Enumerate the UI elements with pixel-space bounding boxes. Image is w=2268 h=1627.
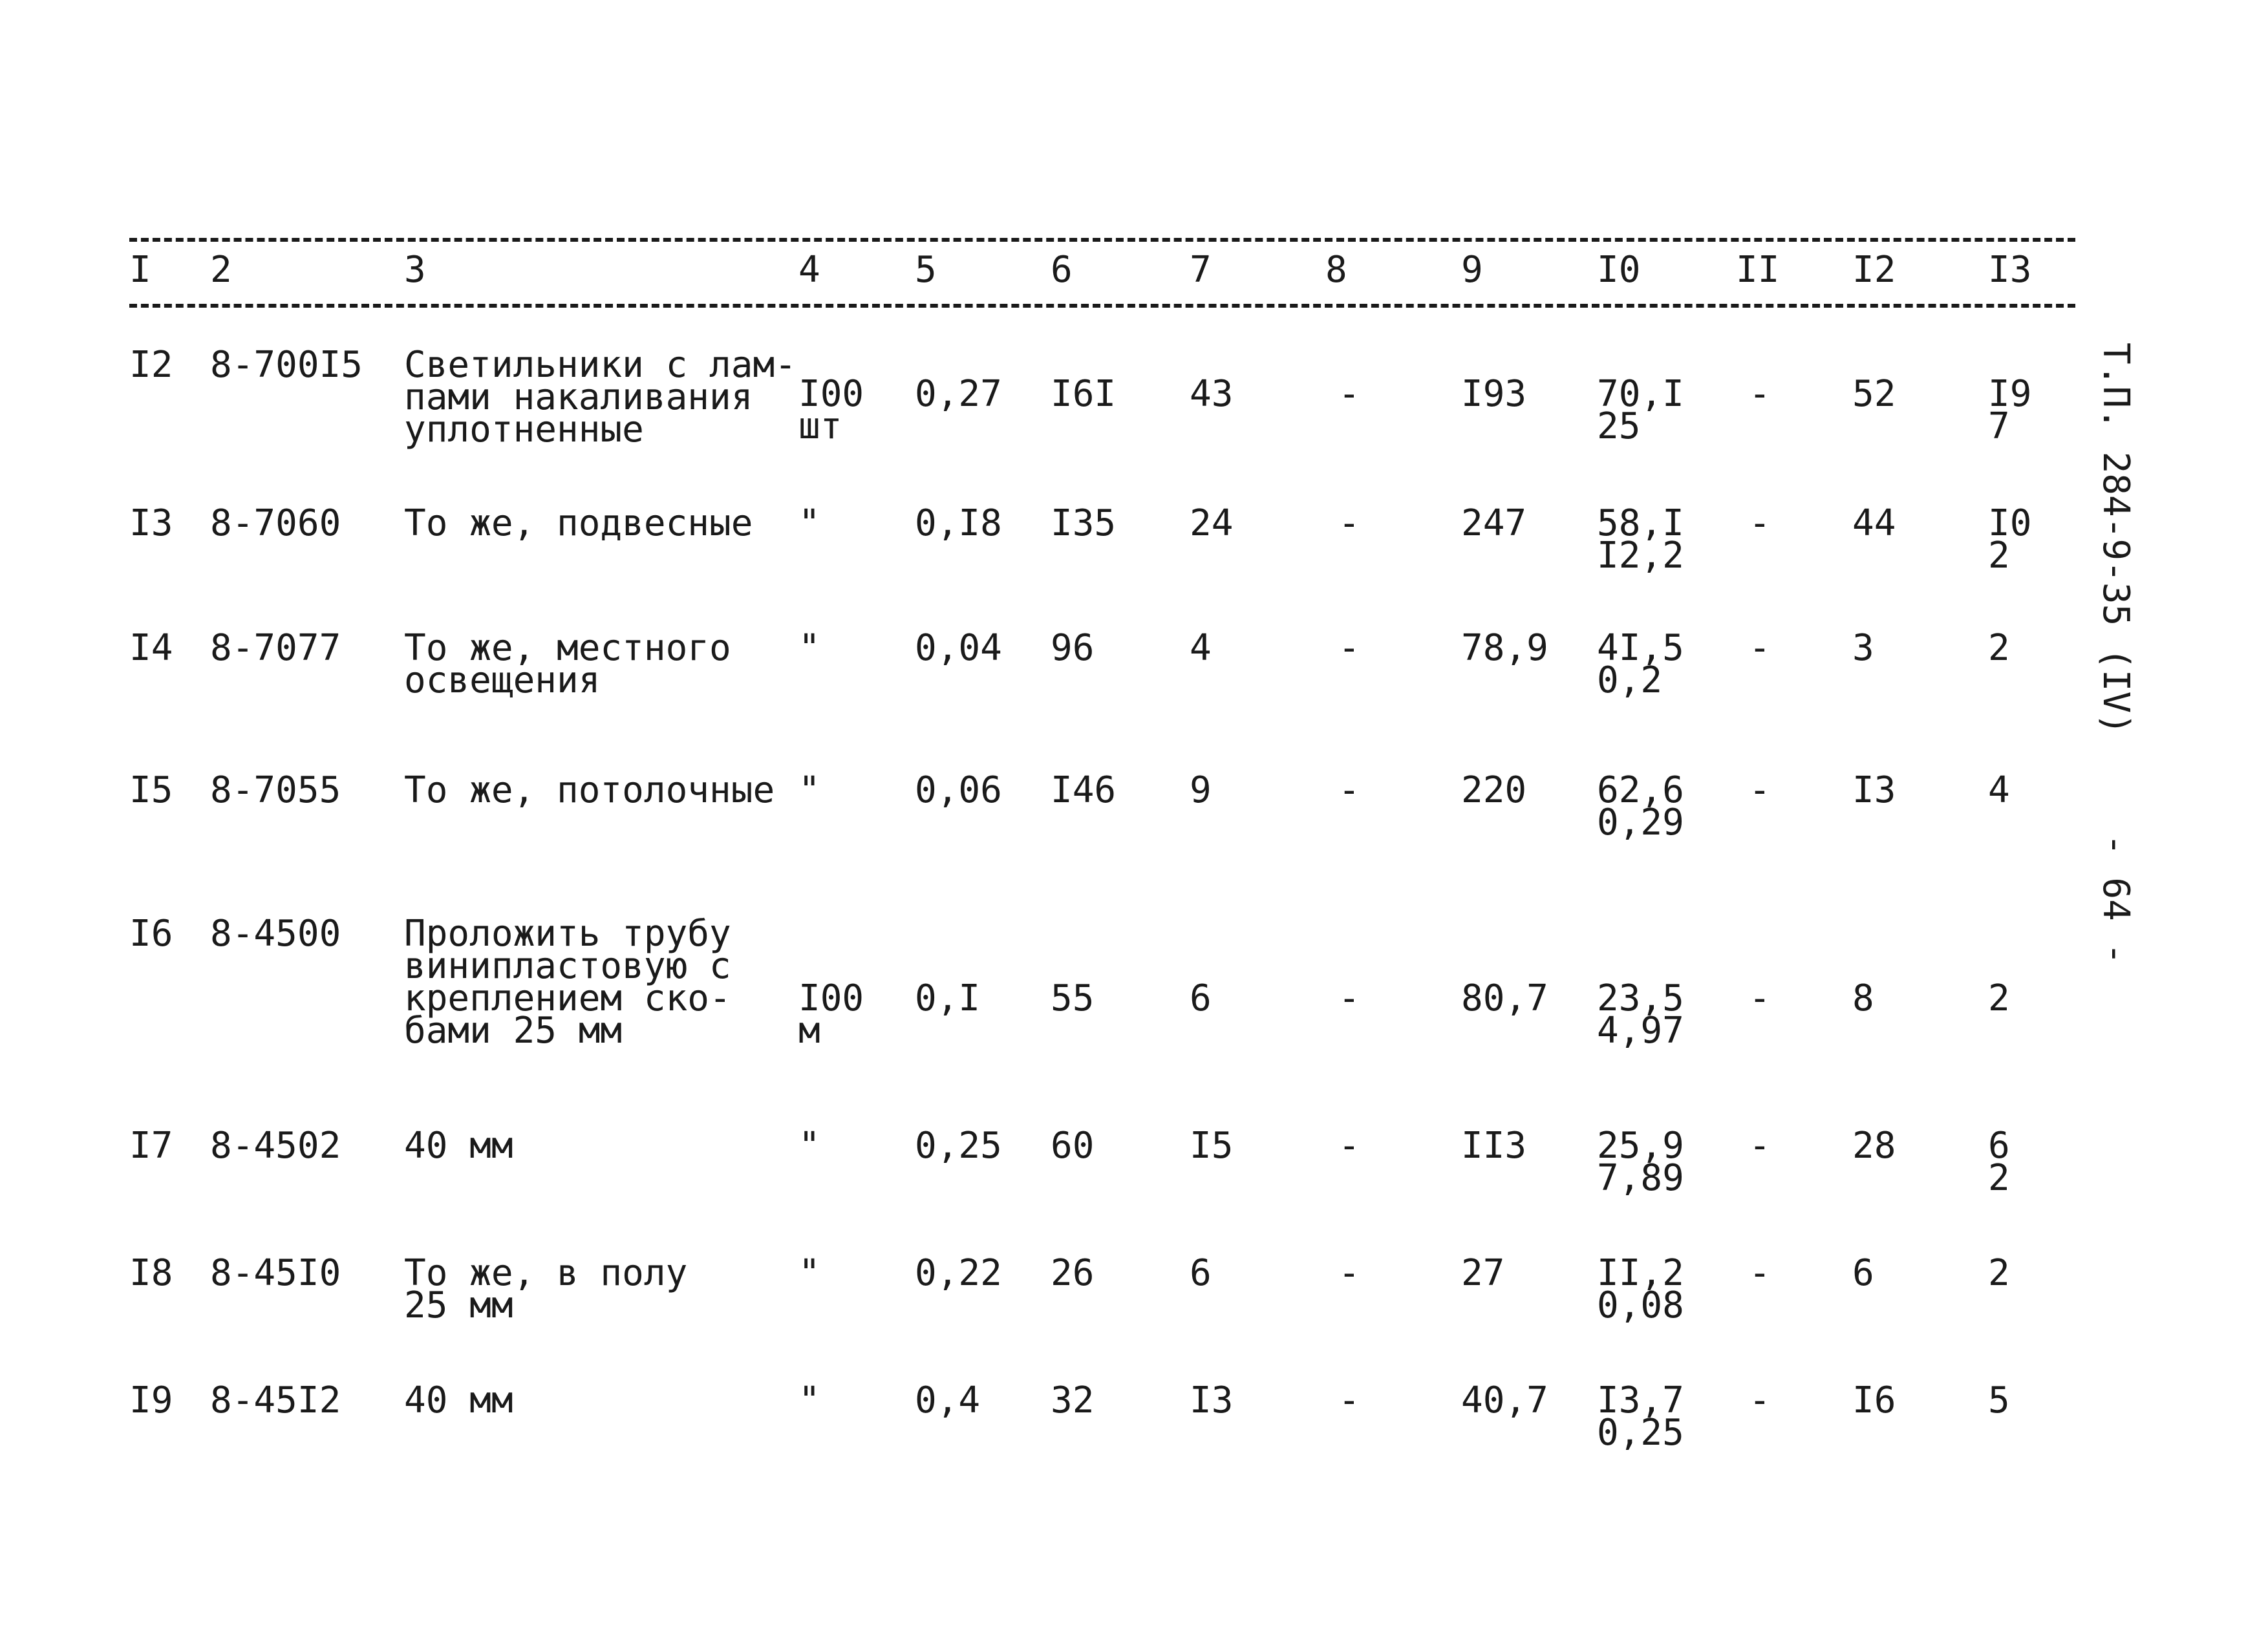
row-col7: 9 <box>1190 769 1212 811</box>
row-col12: 6 <box>1852 1252 1874 1294</box>
row-col12: I3 <box>1852 769 1896 811</box>
row-unit <box>798 769 820 811</box>
row-col10 <box>1597 1379 1684 1454</box>
row-col7: 4 <box>1190 627 1212 669</box>
row-col12: 52 <box>1852 373 1896 415</box>
header-col-13: I3 <box>1988 249 2032 291</box>
row-col6: I6I <box>1051 373 1117 415</box>
row-col7: I5 <box>1190 1125 1234 1167</box>
row-description-line: 25 мм <box>404 1284 513 1326</box>
row-description-line: То же, местного <box>404 627 731 669</box>
row-col9: II3 <box>1461 1125 1527 1167</box>
row-col9: 27 <box>1461 1252 1505 1294</box>
row-col8: - <box>1338 1379 1360 1421</box>
row-col10-line: 25,9 <box>1597 1125 1684 1167</box>
row-description <box>404 344 797 451</box>
row-col11: - <box>1749 1379 1771 1421</box>
row-col9: 220 <box>1461 769 1527 811</box>
row-code: 8-45I2 <box>210 1379 341 1421</box>
row-description-line: винипластовую с <box>404 945 731 987</box>
row-col13 <box>1988 977 2010 1019</box>
header-col-12: I2 <box>1852 249 1896 291</box>
row-description-line: Проложить трубу <box>404 913 731 955</box>
row-number: I6 <box>129 913 173 955</box>
row-col7: 6 <box>1190 977 1212 1019</box>
row-number: I9 <box>129 1379 173 1421</box>
row-description-line: 40 мм <box>404 1379 513 1421</box>
row-number: I4 <box>129 627 173 669</box>
row-col10 <box>1597 769 1684 844</box>
row-code: 8-7060 <box>210 502 341 544</box>
row-col13-line: 2 <box>1988 977 2010 1019</box>
row-col6: 32 <box>1051 1379 1095 1421</box>
header-col-4: 4 <box>798 249 820 291</box>
row-col10 <box>1597 627 1684 701</box>
row-col13 <box>1988 627 2010 669</box>
row-col7: 6 <box>1190 1252 1212 1294</box>
row-col5: 0,27 <box>915 373 1002 415</box>
row-col10-line: 58,I <box>1597 502 1684 544</box>
row-description <box>404 769 775 811</box>
row-col5: 0,I8 <box>915 502 1002 544</box>
row-col6: 60 <box>1051 1125 1095 1167</box>
row-col13-line: I0 <box>1988 502 2032 544</box>
row-col11: - <box>1749 627 1771 669</box>
row-code: 8-4502 <box>210 1125 341 1167</box>
row-col8: - <box>1338 502 1360 544</box>
row-col6: 26 <box>1051 1252 1095 1294</box>
row-number: I3 <box>129 502 173 544</box>
row-col12: 28 <box>1852 1125 1896 1167</box>
row-unit-line: " <box>798 1379 820 1421</box>
header-bottom-rule <box>129 304 2075 308</box>
row-col13-line: 2 <box>1988 627 2010 669</box>
row-col13-line: 2 <box>1988 1157 2010 1199</box>
row-description <box>404 1252 688 1326</box>
header-col-9: 9 <box>1461 249 1483 291</box>
row-code: 8-4500 <box>210 913 341 955</box>
header-col-2: 2 <box>210 249 232 291</box>
row-unit-line: " <box>798 769 820 811</box>
side-reference: Т.П. 284-9-35 (IV) <box>2095 343 2137 735</box>
row-col11: - <box>1749 502 1771 544</box>
row-description-line: То же, в полу <box>404 1252 688 1294</box>
row-col10-line: 0,2 <box>1597 659 1663 701</box>
row-col13-line: 6 <box>1988 1125 2010 1167</box>
row-col9: 78,9 <box>1461 627 1548 669</box>
row-col10-line: 25 <box>1597 405 1641 447</box>
header-col-5: 5 <box>915 249 937 291</box>
row-col8: - <box>1338 769 1360 811</box>
row-col7: I3 <box>1190 1379 1234 1421</box>
row-col9: 247 <box>1461 502 1527 544</box>
row-col8: - <box>1338 373 1360 415</box>
row-unit-line: " <box>798 1252 820 1294</box>
row-col13-line: 2 <box>1988 535 2010 577</box>
row-col8: - <box>1338 627 1360 669</box>
row-col10-line: 4,97 <box>1597 1010 1684 1052</box>
header-col-7: 7 <box>1190 249 1212 291</box>
row-col9: 80,7 <box>1461 977 1548 1019</box>
row-col8: - <box>1338 977 1360 1019</box>
row-unit <box>798 502 820 544</box>
row-unit <box>798 373 864 447</box>
row-col10-line: 0,25 <box>1597 1412 1684 1454</box>
row-col6: I46 <box>1051 769 1117 811</box>
row-col10 <box>1597 373 1684 447</box>
row-col13 <box>1988 373 2032 447</box>
row-col13-line: 7 <box>1988 405 2010 447</box>
row-col10-line: 23,5 <box>1597 977 1684 1019</box>
header-col-10: I0 <box>1597 249 1641 291</box>
row-number: I5 <box>129 769 173 811</box>
row-description-line: креплением ско- <box>404 977 731 1019</box>
row-unit <box>798 977 864 1052</box>
header-col-6: 6 <box>1051 249 1073 291</box>
row-col10 <box>1597 1125 1684 1199</box>
header-col-3: 3 <box>404 249 426 291</box>
row-description-line: пами накаливания <box>404 376 753 418</box>
row-col7: 43 <box>1190 373 1234 415</box>
row-col13-line: 4 <box>1988 769 2010 811</box>
page-number: - 64 - <box>2095 834 2137 965</box>
row-unit-line: м <box>798 1010 820 1052</box>
row-col9: I93 <box>1461 373 1527 415</box>
row-col5: 0,06 <box>915 769 1002 811</box>
row-col12: I6 <box>1852 1379 1896 1421</box>
row-col10-line: 7,89 <box>1597 1157 1684 1199</box>
row-number: I8 <box>129 1252 173 1294</box>
row-code: 8-7055 <box>210 769 341 811</box>
row-col5: 0,I <box>915 977 981 1019</box>
header-col-1: I <box>129 249 151 291</box>
row-col6: 55 <box>1051 977 1095 1019</box>
row-col10-line: I2,2 <box>1597 535 1684 577</box>
row-description-line: Светильники с лам- <box>404 344 797 386</box>
row-col10 <box>1597 502 1684 577</box>
row-col13 <box>1988 1252 2010 1294</box>
row-col13 <box>1988 1125 2010 1199</box>
row-col11: - <box>1749 373 1771 415</box>
row-unit-line: " <box>798 502 820 544</box>
row-description <box>404 502 753 544</box>
row-col5: 0,22 <box>915 1252 1002 1294</box>
row-col13 <box>1988 502 2032 577</box>
row-col8: - <box>1338 1125 1360 1167</box>
row-col12: 3 <box>1852 627 1874 669</box>
row-code: 8-7077 <box>210 627 341 669</box>
row-unit <box>798 1125 820 1167</box>
row-unit-line: " <box>798 627 820 669</box>
header-col-11: II <box>1736 249 1780 291</box>
row-col5: 0,25 <box>915 1125 1002 1167</box>
row-number: I2 <box>129 344 173 386</box>
row-col10-line: 62,6 <box>1597 769 1684 811</box>
row-col5: 0,04 <box>915 627 1002 669</box>
row-unit <box>798 1252 820 1294</box>
row-unit-line: I00 <box>798 977 864 1019</box>
row-description <box>404 627 731 701</box>
row-col6: I35 <box>1051 502 1117 544</box>
row-col8: - <box>1338 1252 1360 1294</box>
row-number: I7 <box>129 1125 173 1167</box>
row-col10-line: 0,08 <box>1597 1284 1684 1326</box>
header-top-rule <box>129 238 2075 242</box>
row-col11: - <box>1749 977 1771 1019</box>
row-col10-line: I3,7 <box>1597 1379 1684 1421</box>
row-col10-line: 4I,5 <box>1597 627 1684 669</box>
row-description-line: уплотненные <box>404 409 644 451</box>
row-col13 <box>1988 1379 2010 1421</box>
row-col10-line: 0,29 <box>1597 802 1684 844</box>
row-description <box>404 1125 513 1167</box>
row-col12: 8 <box>1852 977 1874 1019</box>
row-description <box>404 913 731 1052</box>
row-col6: 96 <box>1051 627 1095 669</box>
row-col13-line: 5 <box>1988 1379 2010 1421</box>
row-unit <box>798 627 820 669</box>
row-col10 <box>1597 1252 1684 1326</box>
row-col12: 44 <box>1852 502 1896 544</box>
row-col9: 40,7 <box>1461 1379 1548 1421</box>
row-col10-line: 70,I <box>1597 373 1684 415</box>
row-col7: 24 <box>1190 502 1234 544</box>
row-description-line: 40 мм <box>404 1125 513 1167</box>
header-col-8: 8 <box>1325 249 1347 291</box>
row-col11: - <box>1749 1252 1771 1294</box>
row-description-line: бами 25 мм <box>404 1010 623 1052</box>
row-col13 <box>1988 769 2010 811</box>
row-col13-line: I9 <box>1988 373 2032 415</box>
row-unit-line: " <box>798 1125 820 1167</box>
row-col11: - <box>1749 1125 1771 1167</box>
row-col5: 0,4 <box>915 1379 981 1421</box>
row-code: 8-700I5 <box>210 344 363 386</box>
row-col10-line: II,2 <box>1597 1252 1684 1294</box>
row-description <box>404 1379 513 1421</box>
row-description-line: То же, подвесные <box>404 502 753 544</box>
row-col10 <box>1597 977 1684 1052</box>
row-unit-line: I00 <box>798 373 864 415</box>
row-col11: - <box>1749 769 1771 811</box>
row-description-line: То же, потолочные <box>404 769 775 811</box>
row-col13-line: 2 <box>1988 1252 2010 1294</box>
row-code: 8-45I0 <box>210 1252 341 1294</box>
row-unit-line: шт <box>798 405 842 447</box>
row-unit <box>798 1379 820 1421</box>
row-description-line: освещения <box>404 659 601 701</box>
